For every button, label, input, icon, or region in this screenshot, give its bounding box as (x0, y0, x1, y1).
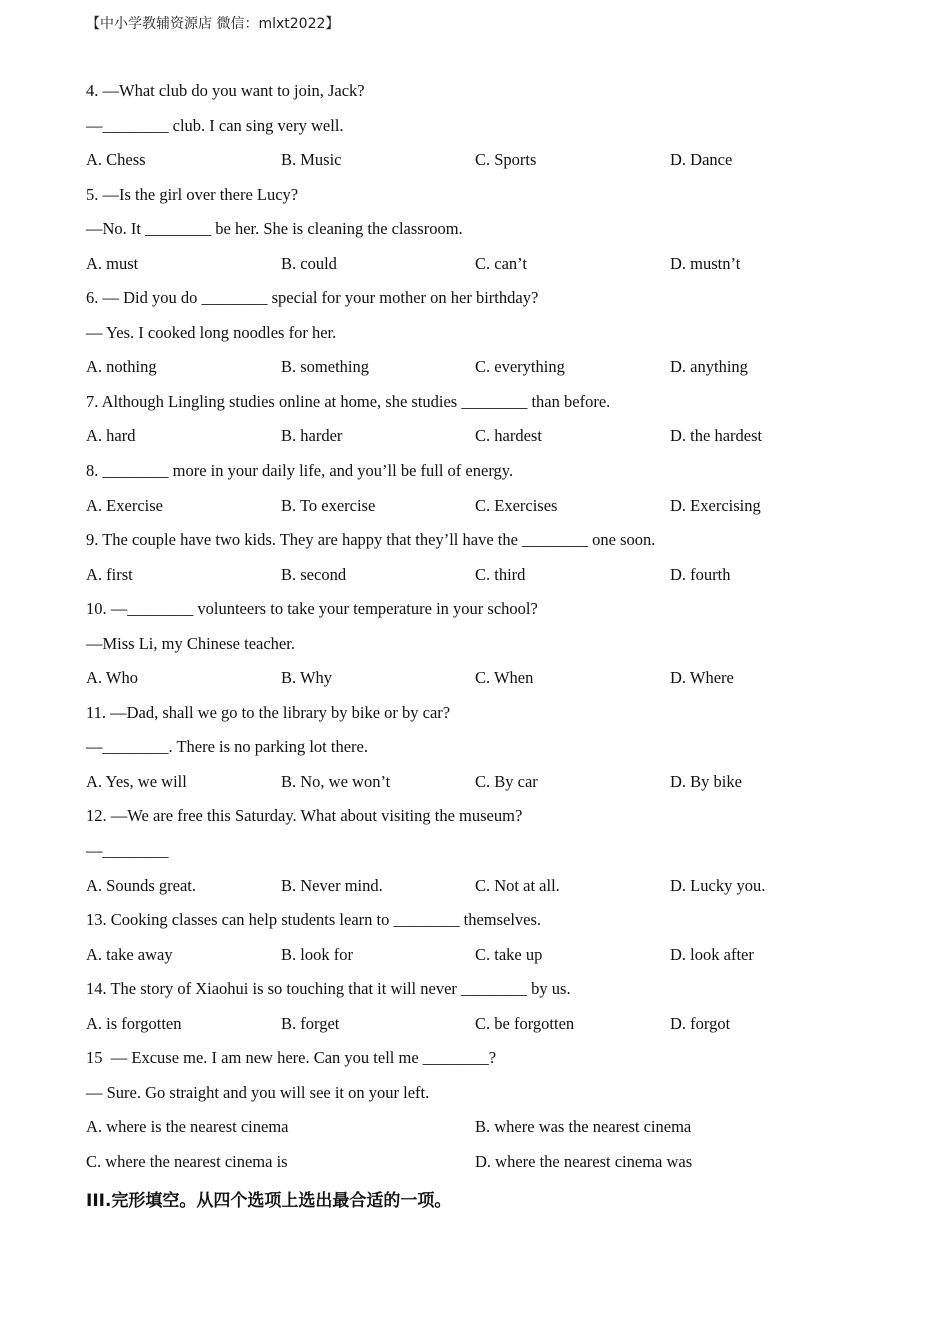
option-text: A. Who (86, 668, 138, 688)
option-text: D. the hardest (670, 426, 763, 446)
option-text: D. Lucky you. (670, 875, 766, 895)
question-text: —________ club. I can sing very well. (86, 115, 344, 135)
option-text: A. Exercise (86, 495, 163, 515)
option-text: A. take away (86, 944, 173, 964)
option-text: B. harder (281, 426, 343, 446)
options-row (86, 1149, 886, 1184)
question-text: — Yes. I cooked long noodles for her. (86, 322, 337, 342)
options-row (86, 423, 886, 458)
question-text: —________. There is no parking lot there. (86, 737, 368, 757)
option-text: C. can’t (475, 253, 527, 273)
question-text: 4. —What club do you want to join, Jack? (86, 81, 365, 100)
options-row (86, 873, 886, 908)
option-text: D. where the nearest cinema was (475, 1151, 693, 1171)
question-text: 10. —________ volunteers to take your temperature in your school? (86, 599, 538, 619)
option-text: C. third (475, 564, 526, 584)
options-row (86, 1011, 886, 1046)
section-title: III.完形填空。从四个选项上选出最合适的一项。 (86, 1190, 452, 1211)
question-text: 13. Cooking classes can help students learn to ________ themselves. (86, 910, 542, 930)
option-text: C. everything (475, 357, 565, 377)
option-text: B. forget (281, 1013, 340, 1033)
option-text: B. something (281, 357, 370, 377)
option-text: C. By car (475, 771, 538, 791)
option-text: C. Sports (475, 150, 537, 170)
option-text: A. must (86, 253, 139, 273)
question-text: 11. —Dad, shall we go to the library by bike or by car? (86, 702, 451, 722)
option-text: A. first (86, 564, 133, 584)
question-text: 5. —Is the girl over there Lucy? (86, 184, 299, 204)
question-text: 8. ________ more in your daily life, and you’ll be full of energy. (86, 461, 514, 481)
options-row (86, 665, 886, 700)
option-text: C. take up (475, 944, 543, 964)
option-text: D. fourth (670, 564, 731, 584)
option-text: D. look after (670, 944, 754, 964)
option-text: B. Never mind. (281, 875, 383, 895)
question-text: — Sure. Go straight and you will see it on your left. (86, 1082, 430, 1102)
option-text: A. Chess (86, 150, 146, 170)
options-row (86, 493, 886, 528)
options-row (86, 147, 886, 182)
option-text: C. When (475, 668, 534, 688)
option-text: A. Sounds great. (86, 875, 196, 895)
option-text: B. To exercise (281, 495, 376, 515)
question-list (86, 78, 886, 1211)
question-text: 9. The couple have two kids. They are happy that they’ll have the ________ one soon. (86, 530, 656, 550)
option-text: C. be forgotten (475, 1013, 575, 1033)
option-text: D. Exercising (670, 495, 761, 515)
options-row (86, 769, 886, 804)
option-text: A. is forgotten (86, 1013, 182, 1033)
option-text: D. Dance (670, 150, 733, 170)
options-row (86, 1114, 886, 1149)
page-header: 【中小学教辅资源店 微信：mlxt2022】 (86, 16, 340, 32)
option-text: B. No, we won’t (281, 771, 391, 791)
option-text: D. anything (670, 357, 748, 377)
question-text: 12. —We are free this Saturday. What about visiting the museum? (86, 806, 523, 826)
option-text: A. Yes, we will (86, 771, 187, 791)
question-text: —Miss Li, my Chinese teacher. (86, 633, 295, 653)
option-text: B. where was the nearest cinema (475, 1117, 692, 1137)
question-text: —No. It ________ be her. She is cleaning the classroom. (86, 219, 463, 239)
option-text: B. Why (281, 668, 333, 688)
option-text: C. Not at all. (475, 875, 560, 895)
options-row (86, 562, 886, 597)
options-row (86, 354, 886, 389)
question-text: 14. The story of Xiaohui is so touching that it will never ________ by us. (86, 979, 571, 999)
options-row (86, 251, 886, 286)
option-text: B. could (281, 253, 337, 273)
question-text: —________ (86, 841, 169, 861)
option-text: D. forgot (670, 1013, 731, 1033)
option-text: B. second (281, 564, 347, 584)
question-text: 7. Although Lingling studies online at home, she studies ________ than before. (86, 391, 611, 411)
question-text: 6. — Did you do ________ special for your mother on her birthday? (86, 288, 539, 308)
question-text: 15 — Excuse me. I am new here. Can you tell me ________? (86, 1048, 497, 1068)
option-text: A. nothing (86, 357, 157, 377)
option-text: C. Exercises (475, 495, 558, 515)
options-row (86, 942, 886, 977)
option-text: D. Where (670, 668, 734, 688)
option-text: A. where is the nearest cinema (86, 1117, 289, 1137)
option-text: C. where the nearest cinema is (86, 1151, 288, 1171)
option-text: A. hard (86, 426, 136, 446)
option-text: C. hardest (475, 426, 542, 446)
option-text: B. look for (281, 944, 353, 964)
option-text: D. mustn’t (670, 253, 741, 273)
option-text: D. By bike (670, 771, 742, 791)
option-text: B. Music (281, 150, 342, 170)
